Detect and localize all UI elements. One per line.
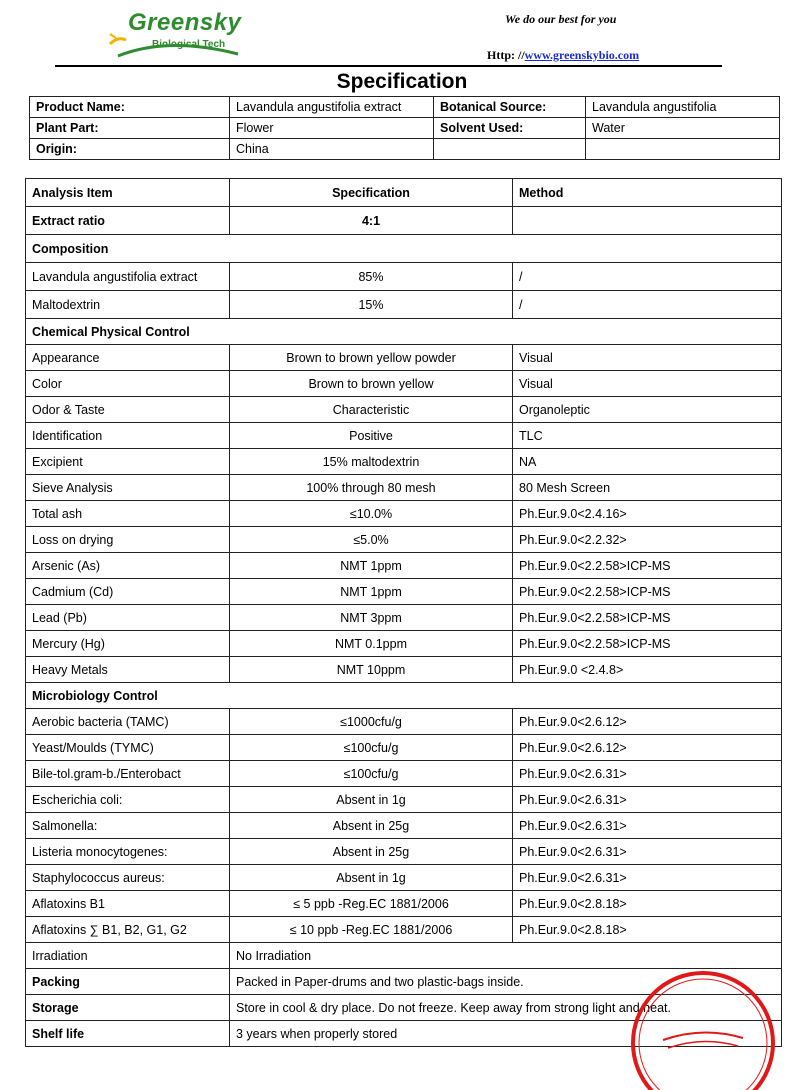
item-specification: Characteristic: [230, 397, 513, 423]
item-specification: Store in cool & dry place. Do not freeze. Keep away from strong light and heat.: [230, 995, 782, 1021]
table-row: [26, 527, 782, 553]
item-name: Color: [26, 371, 230, 397]
item-specification: ≤10.0%: [230, 501, 513, 527]
item-method: Ph.Eur.9.0<2.6.31>: [513, 865, 782, 891]
info-label: Plant Part:: [30, 118, 230, 139]
info-label: Product Name:: [30, 97, 230, 118]
table-row: [26, 735, 782, 761]
item-name: Odor & Taste: [26, 397, 230, 423]
item-name: Identification: [26, 423, 230, 449]
item-specification: 3 years when properly stored: [230, 1021, 782, 1047]
item-name: Shelf life: [26, 1021, 230, 1047]
item-method: Ph.Eur.9.0<2.6.12>: [513, 735, 782, 761]
item-method: NA: [513, 449, 782, 475]
logo-subtext: Biological Tech: [152, 39, 226, 50]
table-row: [26, 449, 782, 475]
item-name: Extract ratio: [26, 207, 230, 235]
item-specification: No Irradiation: [230, 943, 782, 969]
table-row: [26, 397, 782, 423]
item-name: Aflatoxins ∑ B1, B2, G1, G2: [26, 917, 230, 943]
item-name: Staphylococcus aureus:: [26, 865, 230, 891]
info-value: China: [230, 139, 434, 160]
table-row: [26, 207, 782, 235]
item-specification: 4:1: [230, 207, 513, 235]
item-name: Total ash: [26, 501, 230, 527]
item-name: Mercury (Hg): [26, 631, 230, 657]
info-row: [30, 97, 780, 118]
item-method: Ph.Eur.9.0<2.2.58>ICP-MS: [513, 605, 782, 631]
info-label: Origin:: [30, 139, 230, 160]
item-specification: NMT 1ppm: [230, 553, 513, 579]
item-method: Ph.Eur.9.0<2.6.31>: [513, 813, 782, 839]
item-name: Cadmium (Cd): [26, 579, 230, 605]
table-row: [26, 1021, 782, 1047]
item-specification: NMT 0.1ppm: [230, 631, 513, 657]
info-value: [586, 139, 780, 160]
item-method: TLC: [513, 423, 782, 449]
info-row: [30, 118, 780, 139]
website-line: [487, 48, 639, 62]
table-row: [26, 943, 782, 969]
slogan: We do our best for you: [505, 12, 617, 26]
item-name: Listeria monocytogenes:: [26, 839, 230, 865]
company-logo: [108, 10, 248, 60]
table-row: [26, 865, 782, 891]
item-specification: 100% through 80 mesh: [230, 475, 513, 501]
column-header: Specification: [230, 179, 513, 207]
info-value: Water: [586, 118, 780, 139]
item-method: Ph.Eur.9.0<2.8.18>: [513, 917, 782, 943]
item-name: Excipient: [26, 449, 230, 475]
item-method: Ph.Eur.9.0<2.8.18>: [513, 891, 782, 917]
info-label: Botanical Source:: [434, 97, 586, 118]
item-method: Ph.Eur.9.0<2.6.12>: [513, 709, 782, 735]
item-method: Ph.Eur.9.0<2.2.58>ICP-MS: [513, 631, 782, 657]
table-row: [26, 969, 782, 995]
item-name: Irradiation: [26, 943, 230, 969]
column-header: Analysis Item: [26, 179, 230, 207]
section-heading: Chemical Physical Control: [26, 319, 782, 345]
item-method: /: [513, 263, 782, 291]
info-value: Flower: [230, 118, 434, 139]
item-name: Yeast/Moulds (TYMC): [26, 735, 230, 761]
item-name: Appearance: [26, 345, 230, 371]
table-row: [26, 501, 782, 527]
table-row: [26, 605, 782, 631]
table-row: [26, 475, 782, 501]
section-heading: Composition: [26, 235, 782, 263]
item-name: Lavandula angustifolia extract: [26, 263, 230, 291]
item-specification: Absent in 1g: [230, 865, 513, 891]
table-row: [26, 813, 782, 839]
table-row: [26, 631, 782, 657]
table-row: [26, 371, 782, 397]
info-label: Solvent Used:: [434, 118, 586, 139]
item-specification: NMT 10ppm: [230, 657, 513, 683]
item-method: Ph.Eur.9.0<2.2.58>ICP-MS: [513, 579, 782, 605]
item-method: Ph.Eur.9.0<2.2.32>: [513, 527, 782, 553]
item-specification: NMT 1ppm: [230, 579, 513, 605]
item-name: Storage: [26, 995, 230, 1021]
item-method: Ph.Eur.9.0<2.6.31>: [513, 761, 782, 787]
info-row: [30, 139, 780, 160]
specification-table: [25, 178, 782, 1047]
table-row: [26, 291, 782, 319]
info-value: Lavandula angustifolia: [586, 97, 780, 118]
item-specification: ≤ 5 ppb -Reg.EC 1881/2006: [230, 891, 513, 917]
item-name: Aflatoxins B1: [26, 891, 230, 917]
item-specification: Packed in Paper-drums and two plastic-bags inside.: [230, 969, 782, 995]
table-row: [26, 995, 782, 1021]
http-prefix: Http: //: [487, 48, 525, 62]
section-row: [26, 235, 782, 263]
item-name: Arsenic (As): [26, 553, 230, 579]
item-name: Bile-tol.gram-b./Enterobact: [26, 761, 230, 787]
table-header-row: [26, 179, 782, 207]
item-specification: ≤100cfu/g: [230, 761, 513, 787]
item-specification: 85%: [230, 263, 513, 291]
table-row: [26, 579, 782, 605]
item-method: Ph.Eur.9.0<2.4.16>: [513, 501, 782, 527]
info-value: Lavandula angustifolia extract: [230, 97, 434, 118]
item-name: Lead (Pb): [26, 605, 230, 631]
item-specification: 15%: [230, 291, 513, 319]
item-specification: 15% maltodextrin: [230, 449, 513, 475]
logo-text: Greensky: [128, 9, 242, 36]
item-method: [513, 207, 782, 235]
section-heading: Microbiology Control: [26, 683, 782, 709]
table-row: [26, 917, 782, 943]
item-method: Ph.Eur.9.0 <2.4.8>: [513, 657, 782, 683]
table-row: [26, 657, 782, 683]
section-row: [26, 683, 782, 709]
item-name: Packing: [26, 969, 230, 995]
item-specification: Positive: [230, 423, 513, 449]
table-row: [26, 263, 782, 291]
item-name: Salmonella:: [26, 813, 230, 839]
website-link[interactable]: www.greenskybio.com: [524, 48, 640, 62]
table-row: [26, 345, 782, 371]
table-row: [26, 787, 782, 813]
item-specification: Brown to brown yellow: [230, 371, 513, 397]
item-method: Ph.Eur.9.0<2.6.31>: [513, 787, 782, 813]
item-specification: Absent in 25g: [230, 839, 513, 865]
page-title: Specification: [336, 70, 468, 93]
item-name: Maltodextrin: [26, 291, 230, 319]
item-method: Visual: [513, 371, 782, 397]
product-info-table: [29, 96, 780, 160]
item-method: Organoleptic: [513, 397, 782, 423]
info-label: [434, 139, 586, 160]
table-row: [26, 423, 782, 449]
table-row: [26, 761, 782, 787]
table-row: [26, 839, 782, 865]
item-name: Sieve Analysis: [26, 475, 230, 501]
item-specification: ≤1000cfu/g: [230, 709, 513, 735]
table-row: [26, 709, 782, 735]
item-specification: NMT 3ppm: [230, 605, 513, 631]
table-row: [26, 553, 782, 579]
item-name: Heavy Metals: [26, 657, 230, 683]
section-row: [26, 319, 782, 345]
item-method: Ph.Eur.9.0<2.2.58>ICP-MS: [513, 553, 782, 579]
item-specification: Absent in 1g: [230, 787, 513, 813]
column-header: Method: [513, 179, 782, 207]
item-specification: ≤100cfu/g: [230, 735, 513, 761]
table-row: [26, 891, 782, 917]
item-name: Loss on drying: [26, 527, 230, 553]
item-method: Ph.Eur.9.0<2.6.31>: [513, 839, 782, 865]
item-name: Escherichia coli:: [26, 787, 230, 813]
item-specification: Absent in 25g: [230, 813, 513, 839]
item-method: Visual: [513, 345, 782, 371]
item-name: Aerobic bacteria (TAMC): [26, 709, 230, 735]
item-specification: Brown to brown yellow powder: [230, 345, 513, 371]
item-specification: ≤ 10 ppb -Reg.EC 1881/2006: [230, 917, 513, 943]
item-method: 80 Mesh Screen: [513, 475, 782, 501]
item-method: /: [513, 291, 782, 319]
item-specification: ≤5.0%: [230, 527, 513, 553]
header-divider: [55, 65, 722, 67]
